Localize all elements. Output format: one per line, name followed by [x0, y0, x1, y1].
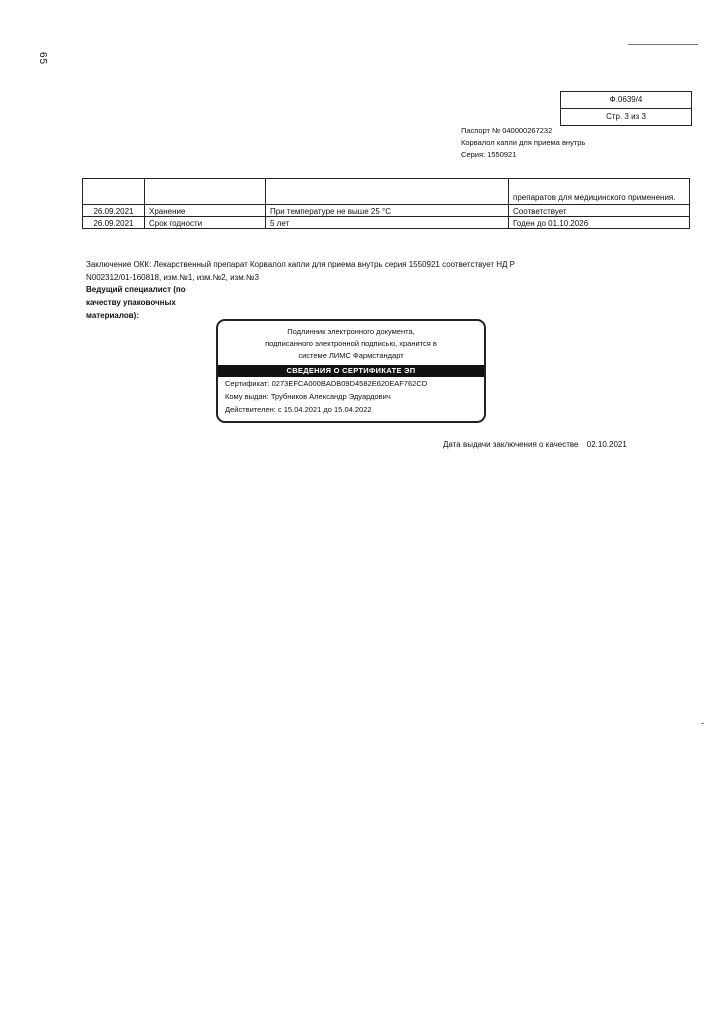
- cell-parameter: Срок годности: [145, 217, 266, 229]
- cell-date: 26.09.2021: [83, 205, 145, 217]
- table-row: [83, 179, 690, 205]
- passport-series: Серия: 1550921: [461, 150, 517, 159]
- form-code-box: [560, 91, 692, 126]
- cell-result: препаратов для медицинского применения.: [509, 179, 690, 205]
- form-code: Ф.0639/4: [609, 95, 643, 104]
- cell-requirement: 5 лет: [266, 217, 509, 229]
- cell-date: [83, 179, 145, 205]
- cell-parameter: [145, 179, 266, 205]
- stamp-header: [218, 321, 484, 362]
- results-table: [82, 178, 690, 229]
- cell-parameter: Хранение: [145, 205, 266, 217]
- stamp-text-line: Подлинник электронного документа,: [287, 327, 415, 336]
- cell-result: Соответствует: [509, 205, 690, 217]
- stamp-text-line: подписанного электронной подписью, хранится в: [265, 339, 437, 348]
- cell-requirement: [266, 179, 509, 205]
- page-number: 65: [37, 52, 48, 66]
- issue-date-line: [443, 440, 627, 449]
- issue-date-label: Дата выдачи заключения о качестве: [443, 440, 579, 449]
- stamp-validity: Действителен: с 15.04.2021 до 15.04.2022: [225, 405, 372, 414]
- issue-date-value: 02.10.2021: [586, 440, 627, 449]
- cell-result: Годен до 01.10.2026: [509, 217, 690, 229]
- stamp-certificate-header: СВЕДЕНИЯ О СЕРТИФИКАТЕ ЭП: [218, 365, 484, 377]
- form-page: Стр. 3 из 3: [561, 108, 691, 125]
- cell-date: 26.09.2021: [83, 217, 145, 229]
- quality-conclusion: Заключение ОКК: Лекарственный препарат Корвалол капли для приема внутрь серия 1550921 соответствует НД Р N002312/01-160818, изм.№1, изм.№2, изм.№3: [86, 260, 515, 282]
- margin-mark: -: [701, 718, 704, 728]
- stamp-text-line: системе ЛИМС Фармстандарт: [298, 351, 404, 360]
- specialist-label: Ведущий специалист (по качеству упаковочных материалов):: [86, 285, 186, 320]
- passport-number: Паспорт № 040000267232: [461, 126, 553, 135]
- table-row: [83, 217, 690, 229]
- e-signature-stamp: [216, 319, 486, 423]
- passport-product: Корвалол капли для приема внутрь: [461, 138, 586, 147]
- stamp-certificate-id: Сертификат: 0273EFCA000BADB09D4582E620EAF762CD: [225, 379, 428, 388]
- stamp-issued-to: Кому выдан: Трубников Александр Эдуардович: [225, 392, 391, 401]
- table-row: [83, 205, 690, 217]
- passport-block: [461, 125, 585, 161]
- top-edge-line: [628, 44, 698, 45]
- cell-requirement: При температуре не выше 25 °С: [266, 205, 509, 217]
